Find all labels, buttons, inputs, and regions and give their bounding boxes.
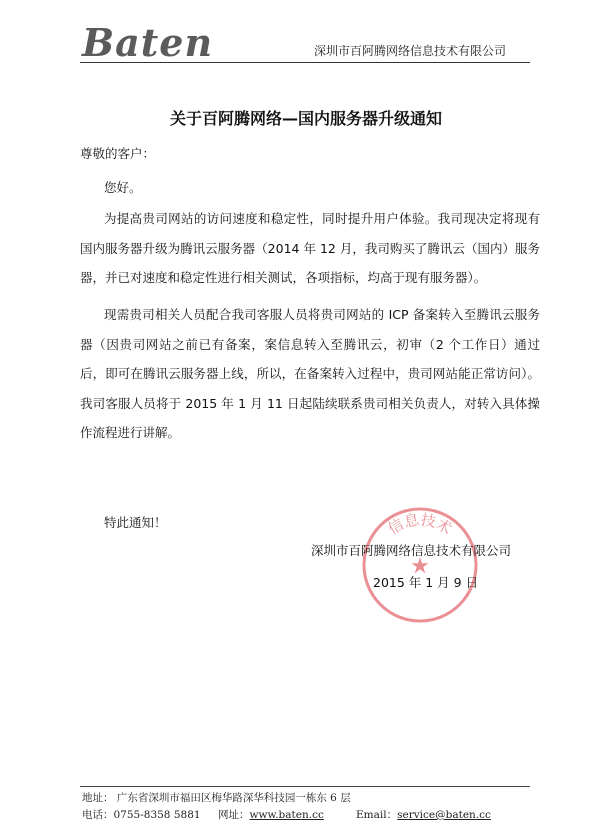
website-label: 网址： bbox=[218, 809, 250, 821]
signature-company: 深圳市百阿腾网络信息技术有限公司 bbox=[311, 543, 512, 558]
footer-website bbox=[218, 807, 324, 822]
greeting: 您好。 bbox=[104, 180, 142, 195]
company-seal-stamp bbox=[360, 505, 480, 625]
tel-label: 电话： bbox=[82, 809, 114, 821]
tel-value: 0755-8358 5881 bbox=[113, 809, 201, 821]
salutation: 尊敬的客户： bbox=[80, 146, 156, 161]
svg-text:★: ★ bbox=[410, 554, 430, 579]
website-link[interactable]: www.baten.cc bbox=[249, 809, 324, 821]
svg-text:信息技术: 信息技术 bbox=[384, 510, 456, 539]
notice-title: 关于百阿腾网络—国内服务器升级通知 bbox=[169, 109, 442, 128]
paragraph-icp-transfer: 现需贵司相关人员配合我司客服人员将贵司网站的 ICP 备案转入至腾讯云服务器（因贵司网站之前已有备案，案信息转入至腾讯云，初审（2 个工作日）通过后，即可在腾讯云服务器上线，所以，在备案转入过程中，贵司网站能正常访问）。我司客服人员将于 2015 年 1 月 11 日起陆续联系贵司相关负责人，对转入具体操作流程进行讲解。 bbox=[80, 307, 540, 440]
footer-divider bbox=[80, 786, 530, 787]
closing-remark: 特此通知！ bbox=[104, 515, 167, 530]
footer-email bbox=[356, 807, 491, 822]
email-link[interactable]: service@baten.cc bbox=[397, 809, 491, 821]
header-divider bbox=[80, 62, 530, 63]
email-label: Email： bbox=[356, 809, 398, 821]
company-logo: Baten bbox=[82, 20, 214, 65]
signature-date: 2015 年 1 月 9 日 bbox=[373, 575, 479, 590]
footer-tel bbox=[82, 807, 201, 822]
paragraph-upgrade: 为提高贵司网站的访问速度和稳定性，同时提升用户体验。我司现决定将现有国内服务器升级为腾讯云服务器（2014 年 12 月，我司购买了腾讯云（国内）服务器，并已对速度和稳定性进行相关测试，各项指标，均高于现有服务器）。 bbox=[80, 211, 540, 285]
header-company-name: 深圳市百阿腾网络信息技术有限公司 bbox=[314, 44, 507, 58]
footer-address: 地址： 广东省深圳市福田区梅华路深华科技园一栋东 6 层 bbox=[82, 792, 351, 804]
